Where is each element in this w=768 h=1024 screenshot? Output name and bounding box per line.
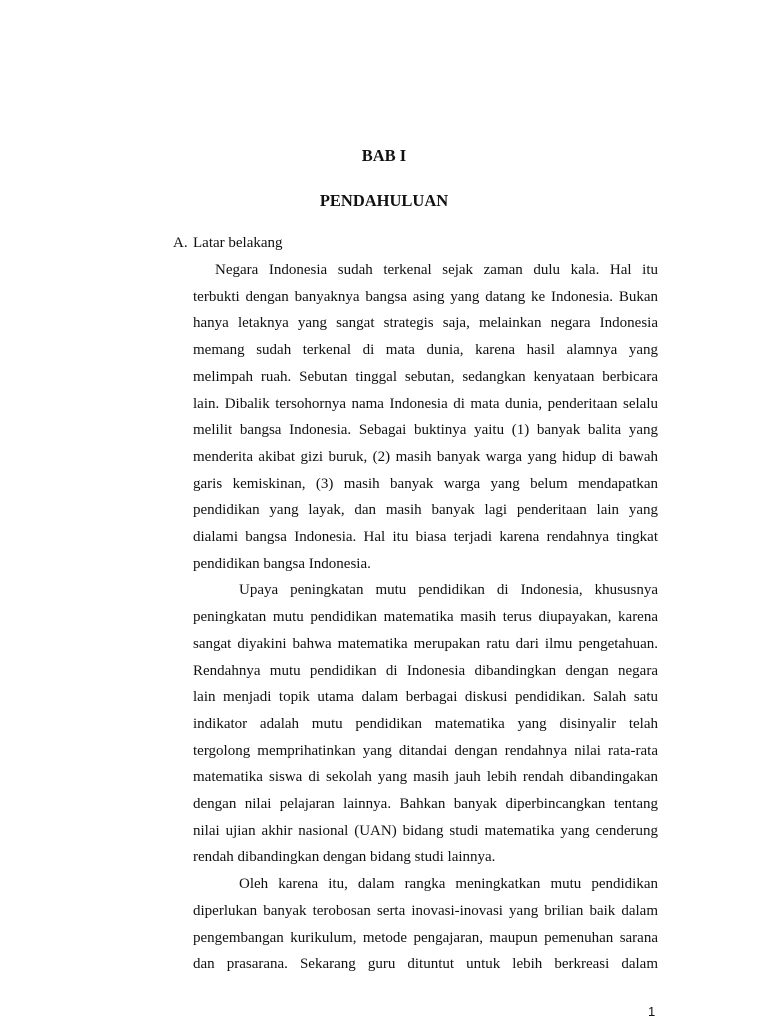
body-line: dan prasarana. Sekarang guru dituntut untuk lebih berkreasi dalam bbox=[193, 956, 658, 972]
body-line: nilai ujian akhir nasional (UAN) bidang studi matematika yang cenderung bbox=[193, 823, 658, 839]
body-line: memang sudah terkenal di mata dunia, karena hasil alamnya yang bbox=[193, 342, 658, 358]
chapter-heading: BAB I bbox=[361, 146, 407, 165]
body-line: hanya letaknya yang sangat strategis saja, melainkan negara Indonesia bbox=[193, 315, 658, 331]
body-line: Oleh karena itu, dalam rangka meningkatkan mutu pendidikan bbox=[239, 876, 658, 892]
body-line: Rendahnya mutu pendidikan di Indonesia dibandingkan dengan negara bbox=[193, 663, 658, 679]
body-line: menderita akibat gizi buruk, (2) masih banyak warga yang hidup di bawah bbox=[193, 449, 658, 465]
body-line: dialami bangsa Indonesia. Hal itu biasa terjadi karena rendahnya tingkat bbox=[193, 529, 658, 545]
body-line: melimpah ruah. Sebutan tinggal sebutan, sedangkan kenyataan berbicara bbox=[193, 369, 658, 385]
body-line: terbukti dengan banyaknya bangsa asing yang datang ke Indonesia. Bukan bbox=[193, 289, 658, 305]
section-letter: A. bbox=[173, 235, 188, 251]
body-line: lain. Dibalik tersohornya nama Indonesia di mata dunia, penderitaan selalu bbox=[193, 396, 658, 412]
body-line: pendidikan bangsa Indonesia. bbox=[193, 556, 371, 572]
page-number: 1 bbox=[648, 1004, 656, 1019]
body-line: dengan nilai pelajaran lainnya. Bahkan banyak diperbincangkan tentang bbox=[193, 796, 658, 812]
body-line: indikator adalah mutu pendidikan matematika yang disinyalir telah bbox=[193, 716, 658, 732]
body-line: tergolong memprihatinkan yang ditandai dengan rendahnya nilai rata-rata bbox=[193, 743, 658, 759]
body-line: pengembangan kurikulum, metode pengajaran, maupun pemenuhan sarana bbox=[193, 930, 658, 946]
body-line: lain menjadi topik utama dalam berbagai diskusi pendidikan. Salah satu bbox=[193, 689, 658, 705]
body-line: Upaya peningkatan mutu pendidikan di Indonesia, khususnya bbox=[239, 582, 658, 598]
chapter-title: PENDAHULUAN bbox=[319, 191, 449, 210]
body-line: Negara Indonesia sudah terkenal sejak zaman dulu kala. Hal itu bbox=[215, 262, 658, 278]
body-line: pendidikan yang layak, dan masih banyak lagi penderitaan lain yang bbox=[193, 502, 658, 518]
body-line: garis kemiskinan, (3) masih banyak warga yang belum mendapatkan bbox=[193, 476, 658, 492]
body-line: peningkatan mutu pendidikan matematika masih terus diupayakan, karena bbox=[193, 609, 658, 625]
body-line: matematika siswa di sekolah yang masih jauh lebih rendah dibandingakan bbox=[193, 769, 658, 785]
body-line: sangat diyakini bahwa matematika merupakan ratu dari ilmu pengetahuan. bbox=[193, 636, 658, 652]
body-line: diperlukan banyak terobosan serta inovasi-inovasi yang brilian baik dalam bbox=[193, 903, 658, 919]
section-title: Latar belakang bbox=[193, 235, 283, 251]
body-line: melilit bangsa Indonesia. Sebagai buktinya yaitu (1) banyak balita yang bbox=[193, 422, 658, 438]
body-line: rendah dibandingkan dengan bidang studi lainnya. bbox=[193, 849, 496, 865]
